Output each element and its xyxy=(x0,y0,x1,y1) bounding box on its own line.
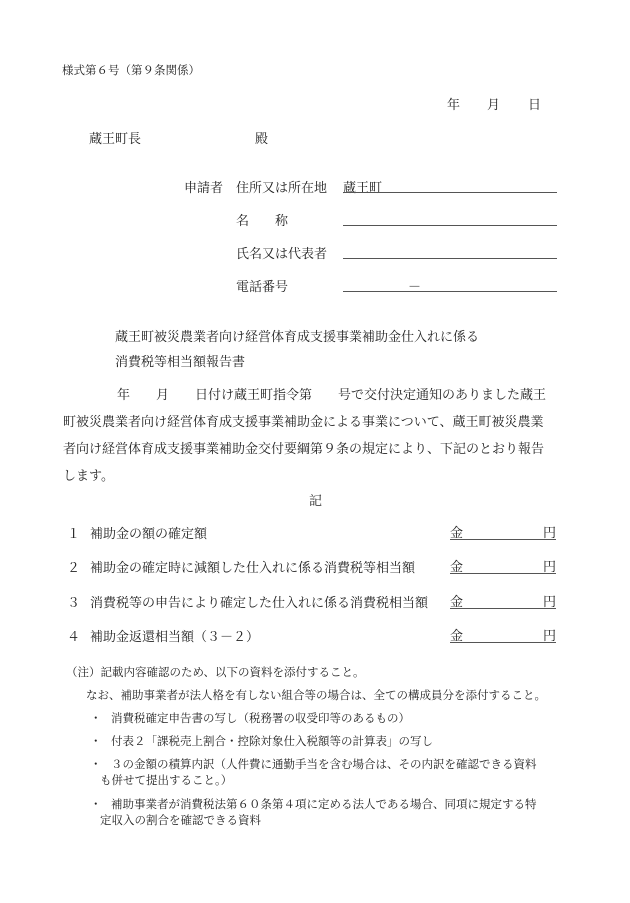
phone-value[interactable]: － xyxy=(408,280,422,295)
addressee-honorific: 殿 xyxy=(255,132,269,147)
amount-suffix: 円 xyxy=(542,526,556,541)
date-day: 日 xyxy=(528,98,542,113)
date-year: 年 xyxy=(447,98,461,113)
item-label: 補助金の額の確定額 xyxy=(90,527,208,542)
name-label: 名 称 xyxy=(236,214,289,229)
amount-prefix: 金 xyxy=(450,526,464,541)
ki-heading: 記 xyxy=(309,494,323,509)
representative-label: 氏名又は代表者 xyxy=(236,247,328,262)
item-number: ２ xyxy=(67,561,81,576)
date-month: 月 xyxy=(487,98,501,113)
amount-suffix: 円 xyxy=(542,629,556,644)
name-field-line[interactable] xyxy=(343,225,557,226)
amount-prefix: 金 xyxy=(450,560,464,575)
bullet-text: 消費税確定申告書の写し（税務署の収受印等のあるもの） xyxy=(111,711,410,725)
amount-field[interactable] xyxy=(450,625,556,643)
phone-field-line[interactable] xyxy=(343,291,557,292)
item-label: 補助金返還相当額（３－２） xyxy=(90,630,260,645)
bullet-text: 付表２「課税売上割合・控除対象仕入税額等の計算表」の写し xyxy=(111,734,433,748)
bullet-text: ３の金額の積算内訳（人件費に通勤手当を含む場合は、その内訳を確認できる資料 xyxy=(111,757,537,771)
notes-sub: なお、補助事業者が法人格を有しない組合等の場合は、全ての構成員分を添付すること。 xyxy=(86,688,546,702)
notes-header: （注）記載内容確認のため、以下の資料を添付すること。 xyxy=(66,665,365,679)
body-line-3: 者向け経営体育成支援事業補助金交付要綱第９条の規定により、下記のとおり報告 xyxy=(63,442,545,457)
form-number: 様式第６号（第９条関係） xyxy=(62,63,200,77)
amount-field[interactable] xyxy=(450,591,556,609)
address-value[interactable]: 蔵王町 xyxy=(343,181,383,196)
applicant-label: 申請者 xyxy=(184,181,224,196)
amount-suffix: 円 xyxy=(542,560,556,575)
representative-field-line[interactable] xyxy=(343,258,557,259)
body-line-4: します。 xyxy=(63,469,114,484)
bullet-dot: ・ xyxy=(90,711,102,725)
address-field-line[interactable] xyxy=(343,192,557,193)
bullet-text-continued: 定収入の割合を確認できる資料 xyxy=(100,813,261,827)
item-label: 消費税等の申告により確定した仕入れに係る消費税相当額 xyxy=(90,596,429,611)
title-line-2: 消費税等相当額報告書 xyxy=(115,355,246,370)
bullet-dot: ・ xyxy=(90,757,102,771)
bullet-text-continued: も併せて提出すること。） xyxy=(100,773,233,787)
item-number: ３ xyxy=(67,596,81,611)
address-label: 住所又は所在地 xyxy=(236,181,328,196)
phone-label: 電話番号 xyxy=(236,280,289,295)
amount-field[interactable] xyxy=(450,556,556,574)
amount-suffix: 円 xyxy=(542,595,556,610)
addressee-name: 蔵王町長 xyxy=(89,132,142,147)
bullet-text: 補助事業者が消費税法第６０条第４項に定める法人である場合、同項に規定する特 xyxy=(111,797,537,811)
title-line-1: 蔵王町被災農業者向け経営体育成支援事業補助金仕入れに係る xyxy=(115,330,480,345)
item-label: 補助金の確定時に減額した仕入れに係る消費税等相当額 xyxy=(90,561,416,576)
body-line-2: 町被災農業者向け経営体育成支援事業補助金による事業について、蔵王町被災農業 xyxy=(63,415,544,430)
amount-prefix: 金 xyxy=(450,629,464,644)
bullet-dot: ・ xyxy=(90,797,102,811)
item-number: ４ xyxy=(67,630,81,645)
item-number: １ xyxy=(67,527,81,542)
body-line-1: 年 月 日付け蔵王町指令第 号で交付決定通知のありました蔵王 xyxy=(117,388,547,403)
amount-field[interactable] xyxy=(450,522,556,540)
bullet-dot: ・ xyxy=(90,734,102,748)
amount-prefix: 金 xyxy=(450,595,464,610)
